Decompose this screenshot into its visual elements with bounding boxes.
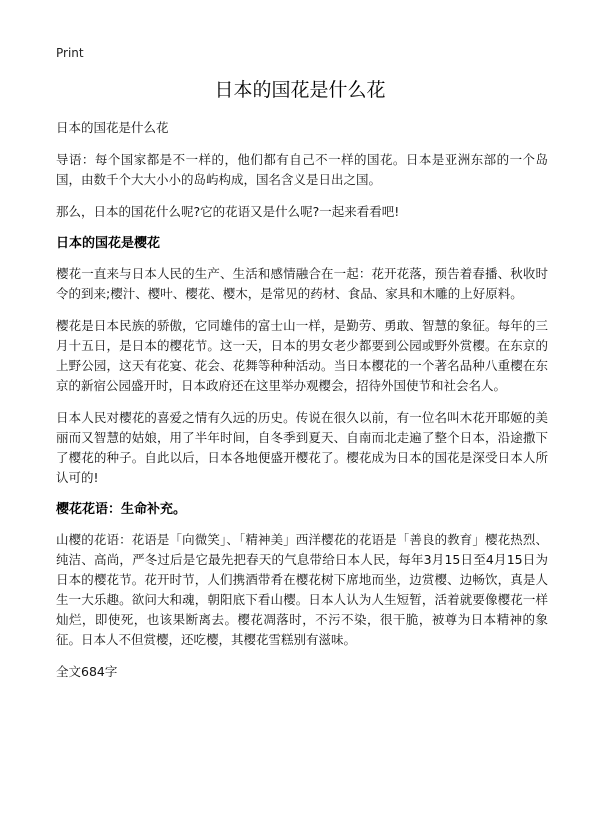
section-heading-national-flower: 日本的国花是樱花 [56,236,161,251]
article-subtitle: 日本的国花是什么花 [56,120,169,135]
article-title: 日本的国花是什么花 [214,79,386,101]
section1-paragraph: 樱花是日本民族的骄傲，它同雄伟的富士山一样，是勤劳、勇敢、智慧的象征。每年的三月十五日，是日本的樱花节。这一天，日本的男女老少都要到公园或野外赏樱。在东京的上野公园，这天有花宴、花会、花舞等种种活动。当日本樱花的一个著名品种八重樱在东京的新宿公园盛开时，日本政府还在这里举办观樱会，招待外国使节和社会名人。 [56,318,548,393]
word-count: 全文684字 [56,664,118,679]
article-body [56,118,548,694]
question-paragraph: 那么，日本的国花什么呢?它的花语又是什么呢?一起来看看吧! [56,204,400,219]
section-heading-flower-language: 樱花花语：生命补充。 [56,502,187,517]
section1-paragraph: 日本人民对樱花的喜爱之情有久远的历史。传说在很久以前，有一位名叫木花开耶姬的美丽而又智慧的姑娘，用了半年时间，自冬季到夏天、自南而北走遍了整个日本，沿途撒下了樱花的种子。自此以后，日本各地便盛开樱花了。樱花成为日本的国花是深受日本人所认可的! [56,410,548,485]
print-link[interactable]: Print [56,46,84,60]
section1-paragraph: 樱花一直来与日本人民的生产、生活和感情融合在一起：花开花落，预告着春播、秋收时令的到来;樱汁、樱叶、樱花、樱木，是常见的药材、食品、家具和木雕的上好原料。 [56,266,548,301]
intro-paragraph: 导语：每个国家都是不一样的，他们都有自己不一样的国花。日本是亚洲东部的一个岛国，由数千个大大小小的岛屿构成，国名含义是日出之国。 [56,152,548,187]
section2-paragraph: 山樱的花语：花语是「向微笑」、「精神美」西洋樱花的花语是「善良的教育」樱花热烈、纯洁、高尚，严冬过后是它最先把春天的气息带给日本人民，每年3月15日至4月15日为日本的樱花节。花开时节，人们携酒带肴在樱花树下席地而坐，边赏樱、边畅饮，真是人生一大乐趣。欲问大和魂，朝阳底下看山樱。日本人认为人生短暂，活着就要像樱花一样灿烂，即使死，也该果断离去。樱花凋落时，不污不染，很干脆，被尊为日本精神的象征。日本人不但赏樱，还吃樱，其樱花雪糕别有滋味。 [56,532,548,647]
